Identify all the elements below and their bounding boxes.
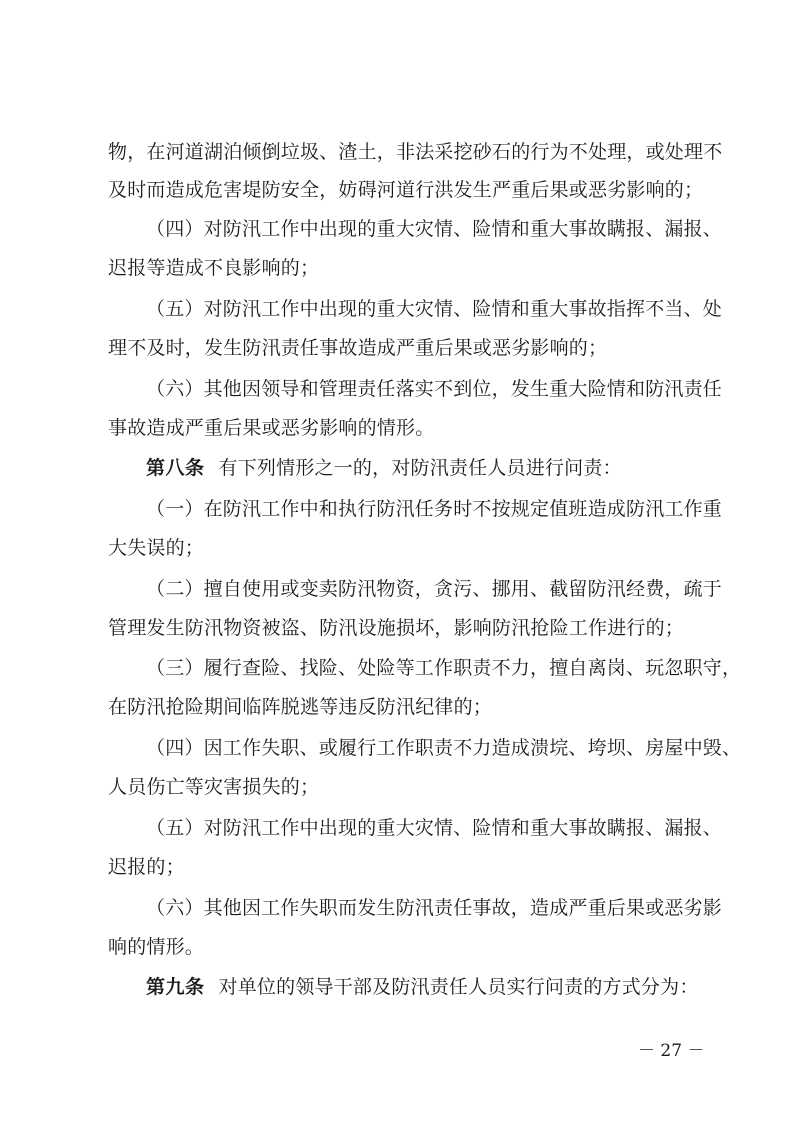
text-line: （五）对防汛工作中出现的重大灾情、险情和重大事故瞒报、漏报、 [146,817,723,839]
article-9-paragraph [146,975,700,999]
text-line: 在防汛抢险期间临阵脱逃等违反防汛纪律的； [108,696,493,718]
article-8-heading: 第八条 [146,457,205,479]
text-line: （一）在防汛工作中和执行防汛任务时不按规定值班造成防汛工作重 [146,498,723,520]
article-8-paragraph [146,456,700,480]
text-line: （四）因工作失职、或履行工作职责不力造成溃垸、垮坝、房屋中毁、 [146,737,742,759]
article-9-text: 对单位的领导干部及防汛责任人员实行问责的方式分为： [218,976,699,998]
text-line: （二）擅自使用或变卖防汛物资，贪污、挪用、截留防汛经费，疏于 [146,578,723,600]
text-line: 人员伤亡等灾害损失的； [108,776,320,798]
text-line: 管理发生防汛物资被盗、防汛设施损坏，影响防汛抢险工作进行的； [108,617,685,639]
page-number: － 27 － [638,1041,705,1061]
text-line: 及时而造成危害堤防安全，妨碍河道行洪发生严重后果或恶劣影响的； [108,179,704,201]
text-line: 大失误的； [108,537,205,559]
text-line: 理不及时，发生防汛责任事故造成严重后果或恶劣影响的； [108,337,608,359]
article-8-text: 有下列情形之一的，对防汛责任人员进行问责： [218,457,622,479]
text-line: （四）对防汛工作中出现的重大灾情、险情和重大事故瞒报、漏报、 [146,218,723,240]
text-line: （五）对防汛工作中出现的重大灾情、险情和重大事故指挥不当、处 [146,298,723,320]
text-line: 响的情形。 [108,936,205,958]
text-line: （六）其他因领导和管理责任落实不到位，发生重大险情和防汛责任 [146,378,723,400]
text-line: 迟报的； [108,856,185,878]
text-line: 事故造成严重后果或恶劣影响的情形。 [108,417,435,439]
article-9-heading: 第九条 [146,976,205,998]
text-line: （六）其他因工作失职而发生防汛责任事故，造成严重后果或恶劣影 [146,897,723,919]
text-line: 物，在河道湖泊倾倒垃圾、渣土，非法采挖砂石的行为不处理，或处理不 [108,141,723,163]
text-line: 迟报等造成不良影响的； [108,257,320,279]
text-line: （三）履行查险、找险、处险等工作职责不力，擅自离岗、玩忽职守， [146,657,742,679]
